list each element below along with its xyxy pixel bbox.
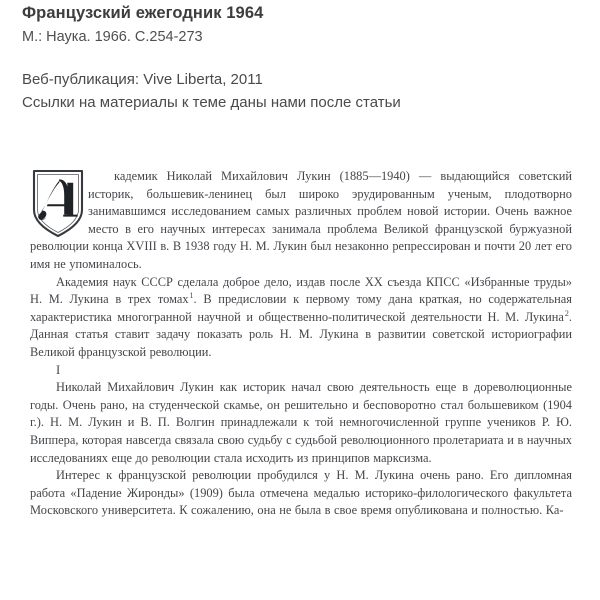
publication-source: М.: Наука. 1966. С.254-273 [22,29,203,46]
article-body [30,168,572,520]
masthead-spacer [22,48,582,69]
paragraph-3: Николай Михайлович Лукин как историк начал свою деятельность еще в дореволюционные годы. Очень рано, на студенческой скамье, он решительно и бесповоротно стал большевиком (1904 г.). Н. М. Лукин и В. П. Волгин принадлежали к той немногочисленной группе учеников Р. Ю. Виппера, которая навсегда связала свою судьбу с судьбой революционного пролетариата и в научных исследованиях еще до революции стала исходить из принципов марксизма. [30,380,572,465]
section-numeral: I [56,362,62,377]
footnote-marker-2: 2 [564,308,569,318]
paragraph-1: кадемик Николай Михайлович Лукин (1885—1940) — выдающийся советский историк, большевик-ленинец был широко эрудированным ученым, плодотворно занимавшимся исследованием самых различных проблем новой истории. Очень важное место в его научных интересах занимала проблема Великой французской буржуазной революции конца XVIII в. В 1938 году Н. М. Лукин был незаконно репрессирован и почти 20 лет его имя не упоминалось. [30,169,572,271]
paragraph-4: Интерес к французской революции пробудился у Н. М. Лукина очень рано. Его дипломная работа «Падение Жиронды» (1909) была отмечена медалью историко-филологического факультета Московского университета. К сожалению, она не была в свое время опубликована и полностью. Ка- [30,468,572,518]
publication-title: Французский ежегодник 1964 [22,4,264,22]
masthead [22,2,582,114]
paragraph-2 [30,274,572,362]
footnote-marker-1: 1 [189,291,194,301]
paragraph-2-part-a: Академия наук СССР сделала доброе дело, издав после XX съезда КПСС «Избранные труды» Н. М. Лукина в трех томах [30,274,572,307]
web-publication-note: Ссылки на материалы к теме даны нами после статьи [22,94,401,112]
paragraph-2-part-c: . Данная статья ставит задачу показать роль Н. М. Лукина в развитии советской историографии Великой французской революции. [30,309,572,359]
paragraph-2-part-b: . В предисловии к первому тому дана краткая, но содержательная характеристика многогранной научной и общественно-политической деятельности Н. М. Лукина [30,292,572,324]
web-publication-line: Веб-публикация: Vive Liberta, 2011 [22,70,263,88]
